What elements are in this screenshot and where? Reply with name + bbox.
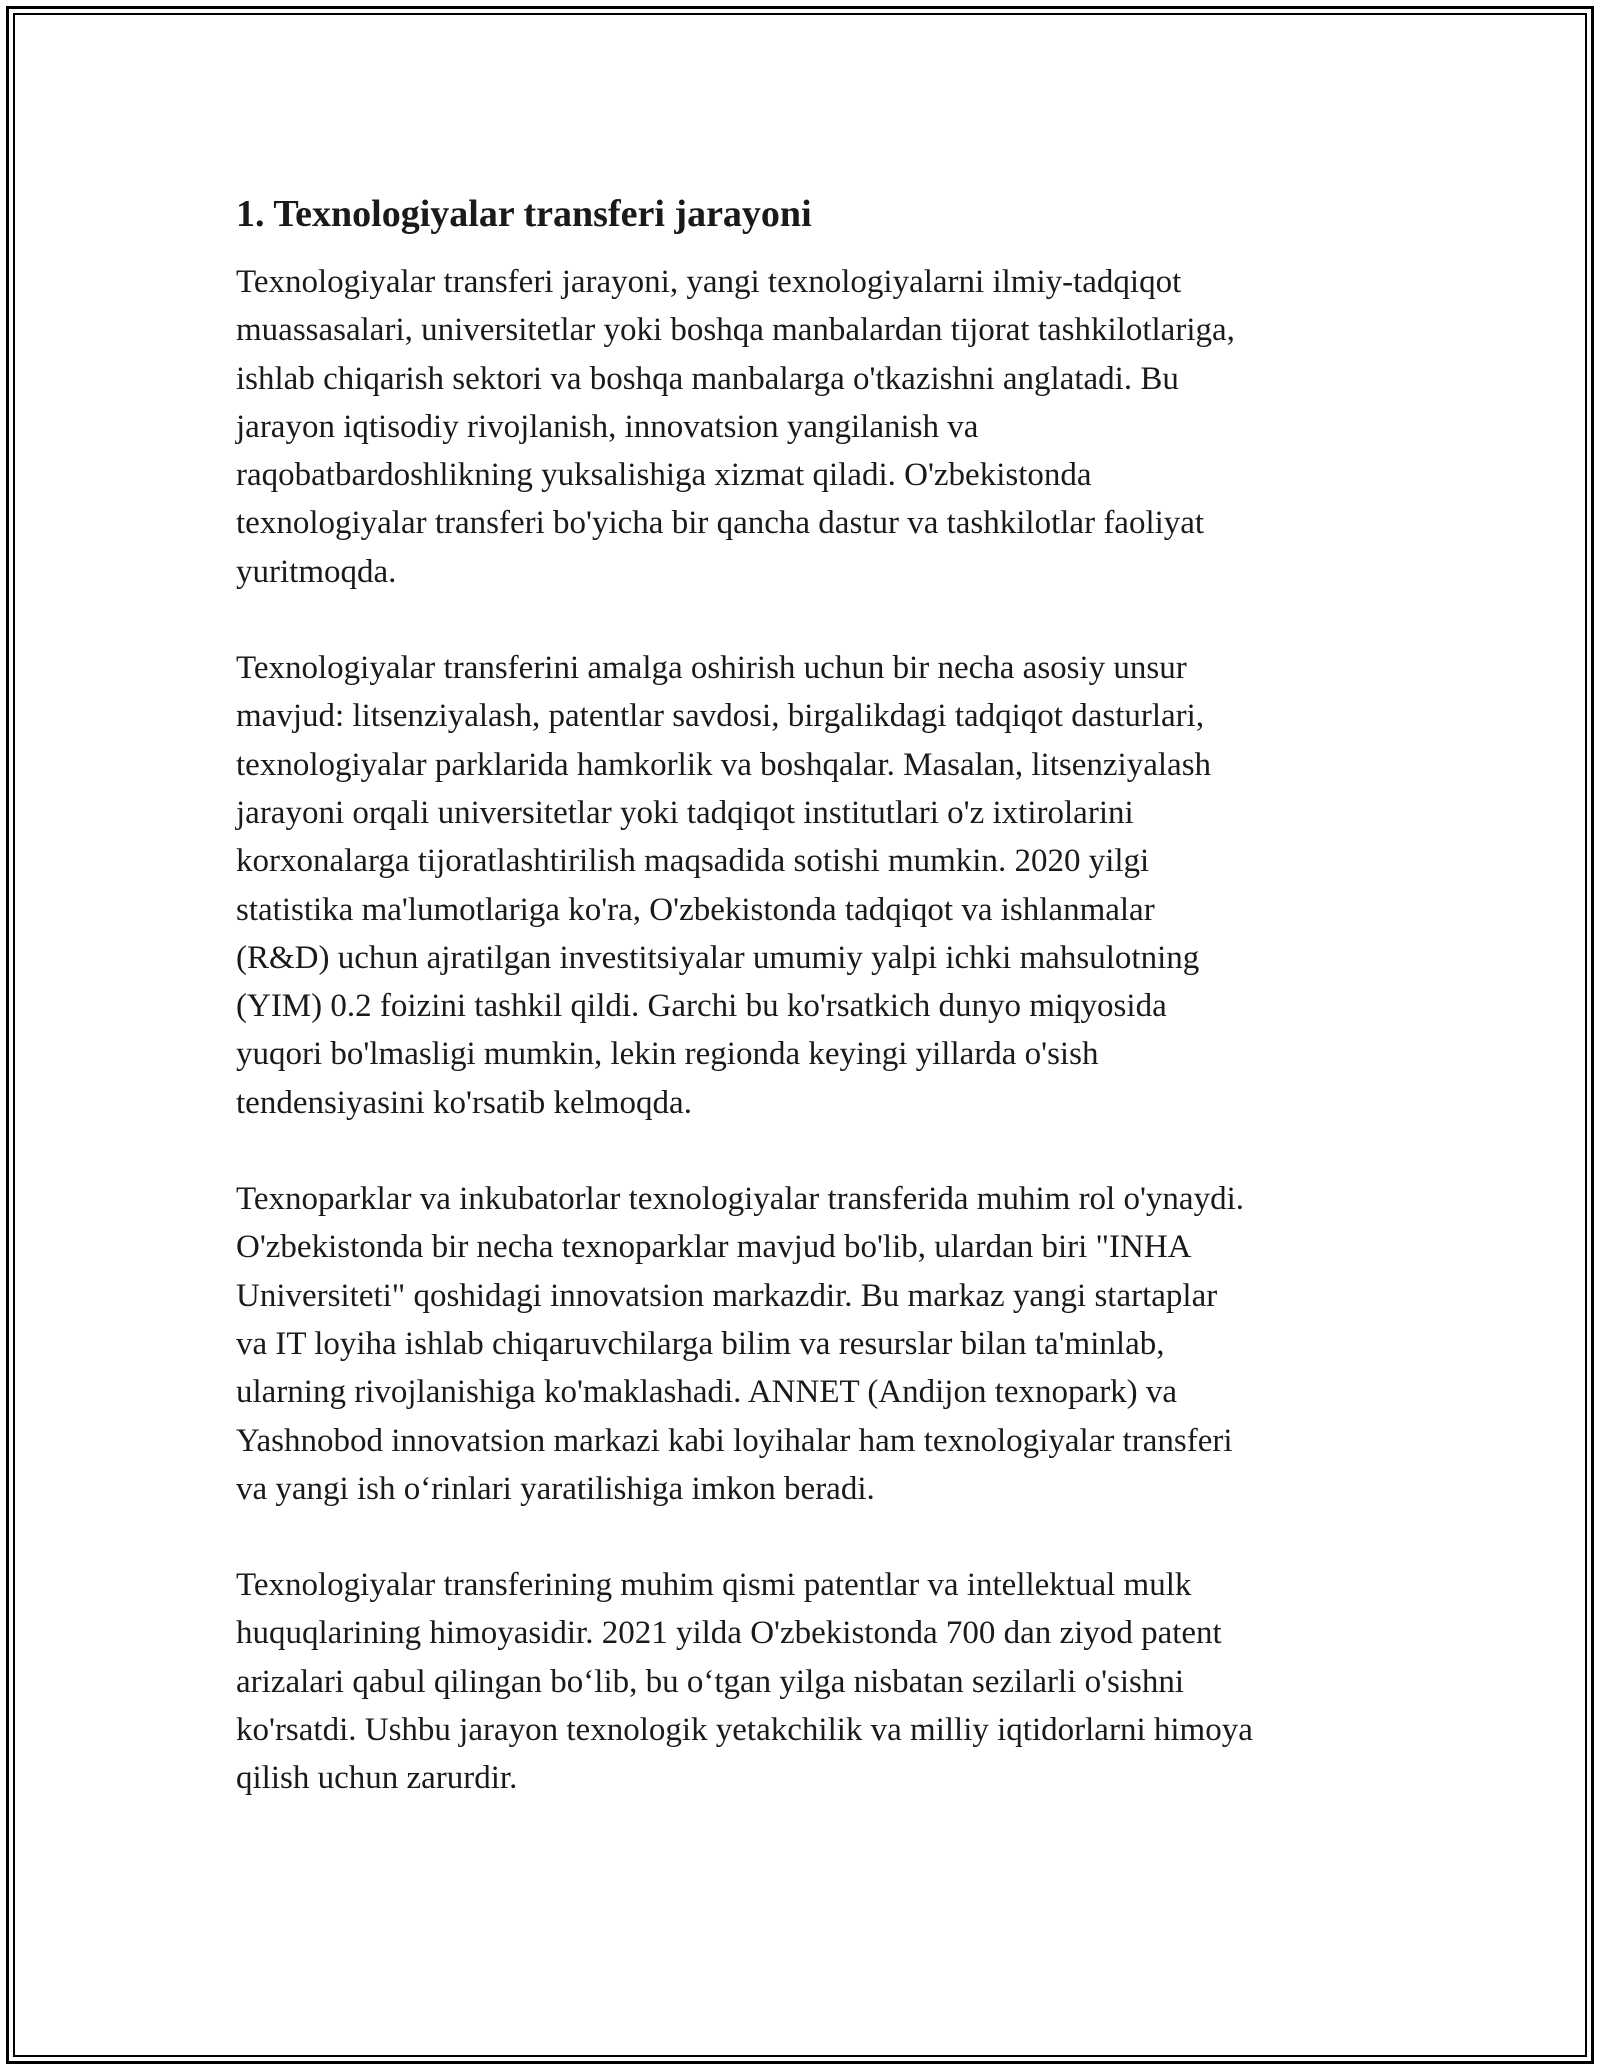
- paragraph-4: Texnologiyalar transferining muhim qismi patentlar va intellektual mulk huquqlarining himoyasidir. 2021 yilda O'zbekistonda 700 dan ziyod patent arizalari qabul qilingan bo‘lib, bu o‘tgan yilga nisbatan sezilarli o'sishni ko'rsatdi. Ushbu jarayon texnologik yetakchilik va milliy iqtidorlarni himoya qilish uchun zarurdir.: [236, 1567, 1253, 1797]
- paragraph-2: Texnologiyalar transferini amalga oshirish uchun bir necha asosiy unsur mavjud: litsenziyalash, patentlar savdosi, birgalikdagi tadqiqot dasturlari, texnologiyalar parklarida hamkorlik va boshqalar. Masalan, litsenziyalash jarayoni orqali universitetlar yoki tadqiqot institutlari o'z ixtirolarini korxonalarga tijoratlashtirilish maqsadida sotishi mumkin. 2020 yilgi statistika ma'lumotlariga ko'ra, O'zbekistonda tadqiqot va ishlanmalar (R&D) uchun ajratilgan investitsiyalar umumiy yalpi ichki mahsulotning (YIM) 0.2 foizini tashkil qildi. Garchi bu ko'rsatkich dunyo miqyosida yuqori bo'lmasligi mumkin, lekin regionda keyingi yillarda o'sish tendensiyasini ko'rsatib kelmoqda.: [236, 650, 1212, 1121]
- paragraph-3: Texnoparklar va inkubatorlar texnologiyalar transferida muhim rol o'ynaydi. O'zbekistonda bir necha texnoparklar mavjud bo'lib, ulardan biri "INHA Universiteti" qoshidagi innovatsion markazdir. Bu markaz yangi startaplar va IT loyiha ishlab chiqaruvchilarga bilim va resurslar bilan ta'minlab, ularning rivojlanishiga ko'maklashadi. ANNET (Andijon texnopark) va Yashnobod innovatsion markazi kabi loyihalar ham texnologiyalar transferi va yangi ish o‘rinlari yaratilishiga imkon beradi.: [236, 1181, 1244, 1507]
- document-body: [236, 190, 1386, 1851]
- paragraph-1: Texnologiyalar transferi jarayoni, yangi texnologiyalarni ilmiy-tadqiqot muassasalari, universitetlar yoki boshqa manbalardan tijorat tashkilotlariga, ishlab chiqarish sektori va boshqa manbalarga o'tkazishni anglatadi. Bu jarayon iqtisodiy rivojlanish, innovatsion yangilanish va raqobatbardoshlikning yuksalishiga xizmat qiladi. O'zbekistonda texnologiyalar transferi bo'yicha bir qancha dastur va tashkilotlar faoliyat yuritmoqda.: [236, 264, 1235, 590]
- section-heading: 1. Texnologiyalar transferi jarayoni: [236, 193, 812, 235]
